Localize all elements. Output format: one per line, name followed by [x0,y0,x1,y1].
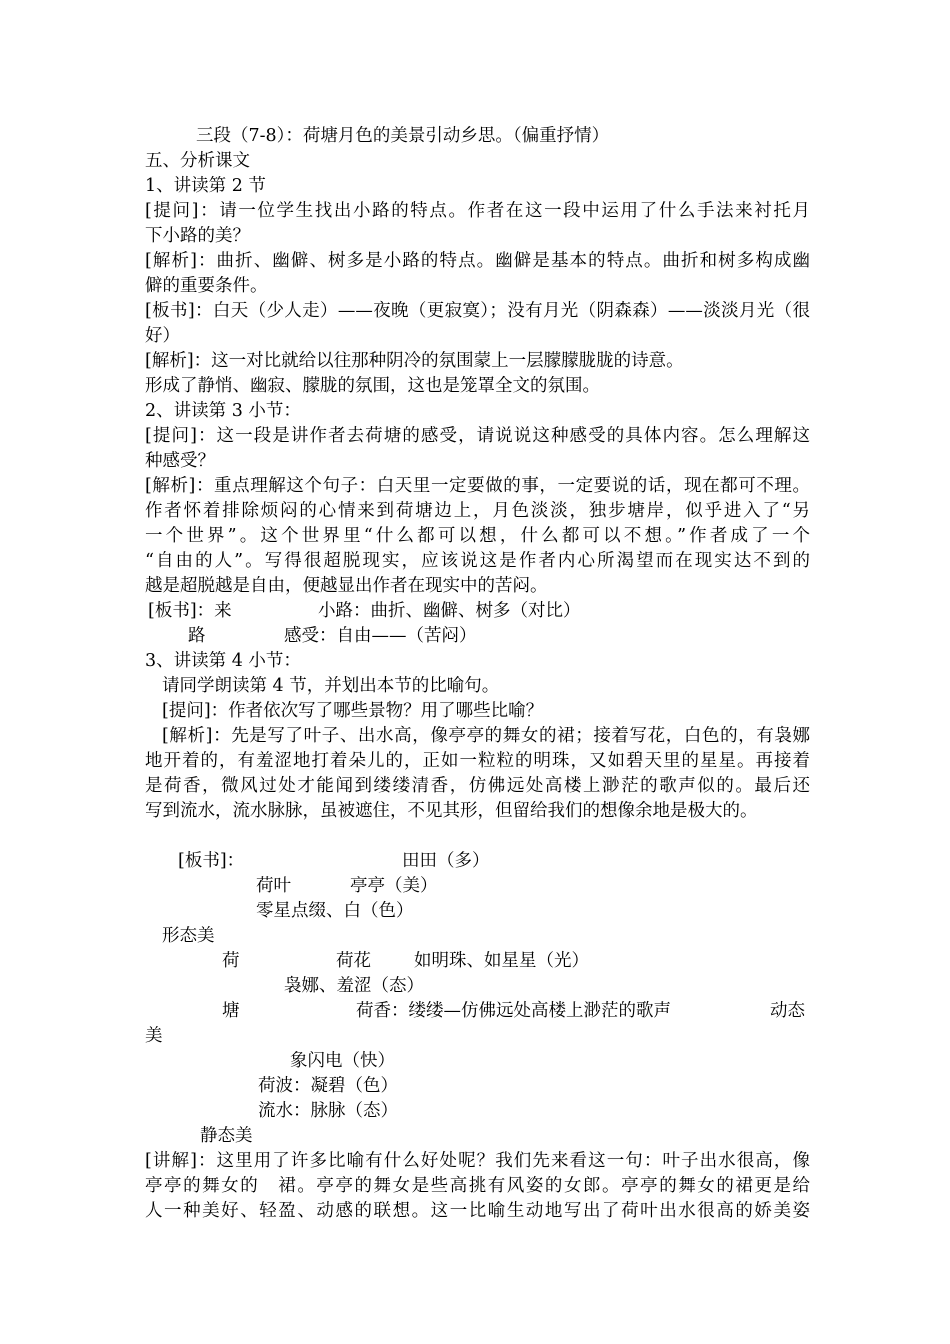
text-line: 一个世界”。这个世界里“什么都可以想，什么都可以不想。”作者成了一个 [145,526,810,546]
text-line: [解析]：重点理解这个句子：白天里一定要做的事，一定要说的话，现在都可不理。 [145,476,810,496]
text-line: [解析]：先是写了叶子、出水高，像亭亭的舞女的裙；接着写花，白色的，有袅娜 [162,726,810,746]
board-text: 荷花 [336,951,371,971]
text-line: [提问]：请一位学生找出小路的特点。作者在这一段中运用了什么手法来衬托月 [145,201,810,221]
board-text: 荷香：缕缕—仿佛远处高楼上渺茫的歌声 [356,1001,671,1021]
board-text: 路 [188,626,206,646]
subsection-heading: 3、讲读第 4 小节： [145,651,301,671]
text-line: 人一种美好、轻盈、动感的联想。这一比喻生动地写出了荷叶出水很高的娇美姿 [145,1201,810,1221]
text-line: [提问]：作者依次写了哪些景物？用了哪些比喻？ [162,701,544,721]
board-label: [板书]： [178,851,245,871]
board-text: 塘 [222,1001,240,1021]
board-text: 感受：自由——（苦闷） [284,626,477,646]
board-label: [板书]：来 [148,601,232,621]
text-line: 写到流水，流水脉脉，虽被遮住，不见其形，但留给我们的想像余地是极大的。 [145,801,758,821]
text-line: 三段（7-8）：荷塘月色的美景引动乡思。（偏重抒情） [196,126,610,146]
board-text: 亭亭（美） [350,876,438,896]
text-line: “自由的人”。写得很超脱现实，应该说这是作者内心所渴望而在现实达不到的 [145,551,810,571]
board-text: 零星点缀、白（色） [256,901,414,921]
board-text: 袅娜、羞涩（态） [284,976,424,996]
text-line: [解析]：这一对比就给以往那种阴冷的氛围蒙上一层朦朦胧胧的诗意。 [145,351,684,371]
board-text: 美 [145,1026,163,1046]
text-line: 请同学朗读第 4 节，并划出本节的比喻句。 [162,676,500,696]
text-line: [板书]：白天（少人走）——夜晚（更寂寞）；没有月光（阴森森）——淡淡月光（很 [145,301,810,321]
board-text: 动态 [770,1001,805,1021]
text-line: 形成了静悄、幽寂、朦胧的氛围，这也是笼罩全文的氛围。 [145,376,600,396]
text-line: 好） [145,326,180,346]
text-line: 亭亭的舞女的 裙。亭亭的舞女是些高挑有风姿的女郎。亭亭的舞女的裙更是给 [145,1176,810,1196]
text-line: 下小路的美？ [145,226,250,246]
text-line: 僻的重要条件。 [145,276,268,296]
board-text: 形态美 [162,926,215,946]
board-text: 荷叶 [256,876,291,896]
board-text: 流水：脉脉（态） [258,1101,398,1121]
text-line: 越是超脱越是自由，便越显出作者在现实中的苦闷。 [145,576,548,596]
board-text: 田田（多） [402,851,490,871]
board-text: 荷 [222,951,240,971]
board-text: 小路：曲折、幽僻、树多（对比） [318,601,581,621]
text-line: 是荷香，微风过处才能闻到缕缕清香，仿佛远处高楼上渺茫的歌声似的。最后还 [145,776,810,796]
board-text: 象闪电（快） [290,1051,395,1071]
text-line: [解析]：曲折、幽僻、树多是小路的特点。幽僻是基本的特点。曲折和树多构成幽 [145,251,810,271]
subsection-heading: 2、讲读第 3 小节： [145,401,301,421]
board-text: 如明珠、如星星（光） [414,951,589,971]
section-heading: 五、分析课文 [145,151,250,171]
text-line: [提问]：这一段是讲作者去荷塘的感受，请说说这种感受的具体内容。怎么理解这 [145,426,810,446]
text-line: 地开着的，有羞涩地打着朵儿的，正如一粒粒的明珠，又如碧天里的星星。再接着 [145,751,810,771]
board-text: 静态美 [200,1126,253,1146]
text-line: [讲解]：这里用了许多比喻有什么好处呢？我们先来看这一句：叶子出水很高，像 [145,1151,810,1171]
board-text: 荷波：凝碧（色） [258,1076,398,1096]
text-line: 种感受？ [145,451,215,471]
subsection-heading: 1、讲读第 2 节 [145,176,266,196]
text-line: 作者怀着排除烦闷的心情来到荷塘边上，月色淡淡，独步塘岸，似乎进入了“另 [145,501,810,521]
